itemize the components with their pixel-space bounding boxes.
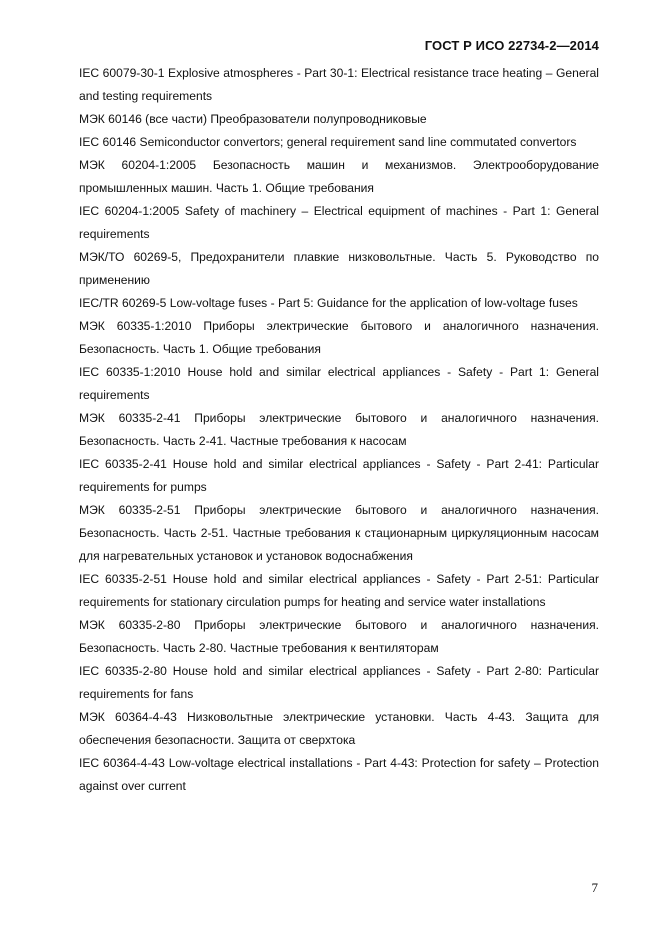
reference-entry: МЭК 60146 (все части) Преобразователи полупроводниковые — [79, 112, 427, 126]
reference-entry: IEC 60364-4-43 Low-voltage electrical installations - Part 4-43: Protection for safety – Protection against over current — [79, 756, 599, 793]
reference-entry: МЭК 60335-2-51 Приборы электрические бытового и аналогичного назначения. Безопасность. Часть 2-51. Частные требования к стационарным циркуляционным насосам для нагревательных установок и установок водоснабжения — [79, 503, 599, 563]
reference-entry: МЭК 60335-2-41 Приборы электрические бытового и аналогичного назначения. Безопасность. Часть 2-41. Частные требования к насосам — [79, 411, 599, 448]
reference-entry: IEC 60079-30-1 Explosive atmospheres - Part 30-1: Electrical resistance trace heating – General and testing requirements — [79, 66, 599, 103]
reference-entry: IEC 60335-1:2010 House hold and similar electrical appliances - Safety - Part 1: General requirements — [79, 365, 599, 402]
document-header: ГОСТ Р ИСО 22734-2—2014 — [424, 38, 599, 53]
reference-list — [79, 62, 599, 798]
reference-entry: IEC/TR 60269-5 Low-voltage fuses - Part 5: Guidance for the application of low-voltage fuses — [79, 296, 578, 310]
reference-entry: МЭК/ТО 60269-5, Предохранители плавкие низковольтные. Часть 5. Руководство по применению — [79, 250, 599, 287]
reference-entry: МЭК 60204-1:2005 Безопасность машин и механизмов. Электрооборудование промышленных машин. Часть 1. Общие требования — [79, 158, 599, 195]
reference-entry: МЭК 60335-2-80 Приборы электрические бытового и аналогичного назначения. Безопасность. Часть 2-80. Частные требования к вентиляторам — [79, 618, 599, 655]
reference-entry: IEC 60146 Semiconductor convertors; general requirement sand line commutated convertors — [79, 135, 577, 149]
page-number: 7 — [591, 880, 598, 895]
reference-entry: IEC 60335-2-51 House hold and similar electrical appliances - Safety - Part 2-51: Particular requirements for stationary circulation pumps for heating and service water installations — [79, 572, 599, 609]
reference-entry: IEC 60335-2-80 House hold and similar electrical appliances - Safety - Part 2-80: Particular requirements for fans — [79, 664, 599, 701]
reference-entry: IEC 60335-2-41 House hold and similar electrical appliances - Safety - Part 2-41: Particular requirements for pumps — [79, 457, 599, 494]
reference-entry: МЭК 60335-1:2010 Приборы электрические бытового и аналогичного назначения. Безопасность. Часть 1. Общие требования — [79, 319, 599, 356]
reference-entry: IEC 60204-1:2005 Safety of machinery – Electrical equipment of machines - Part 1: General requirements — [79, 204, 599, 241]
reference-entry: МЭК 60364-4-43 Низковольтные электрические установки. Часть 4-43. Защита для обеспечения безопасности. Защита от сверхтока — [79, 710, 599, 747]
